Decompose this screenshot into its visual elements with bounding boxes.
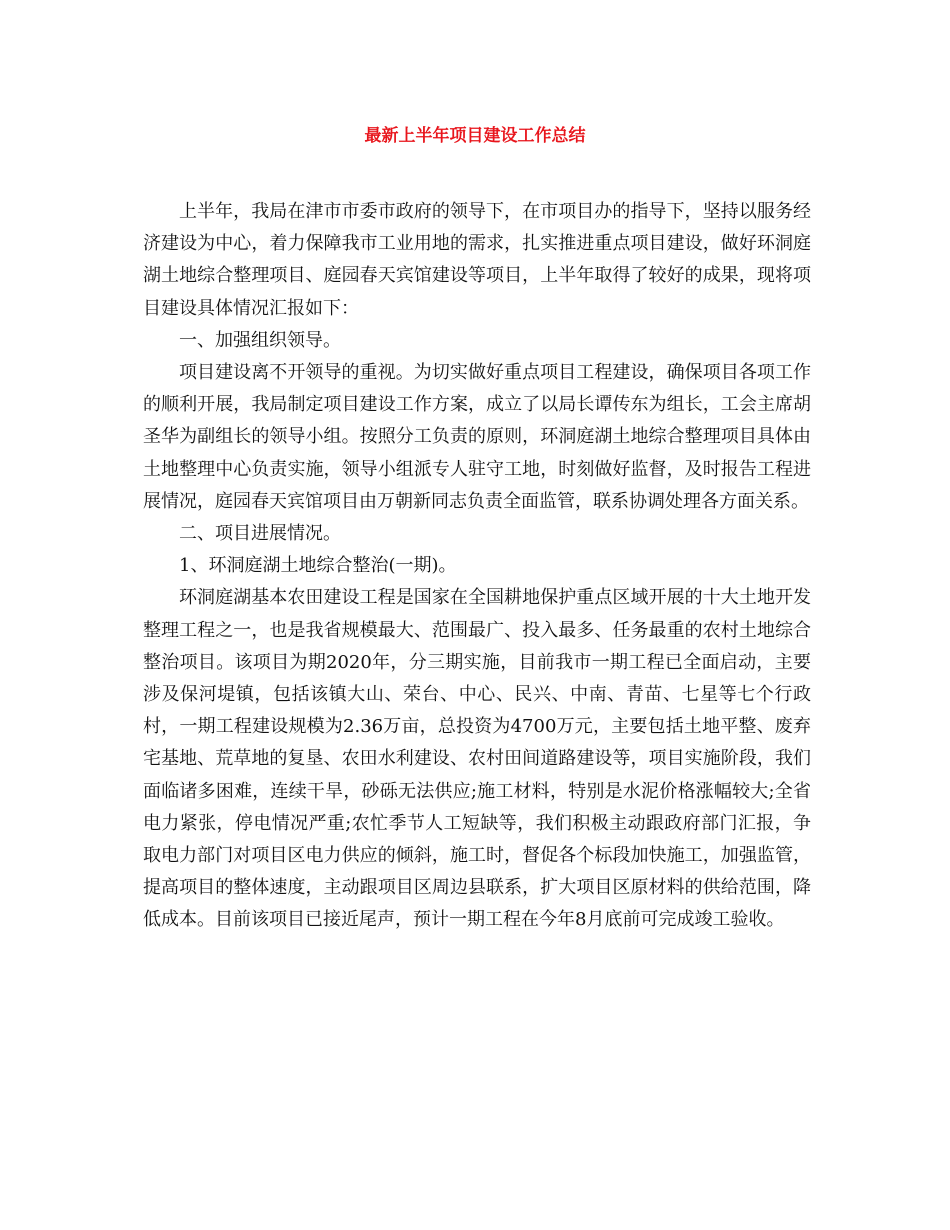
leadership-paragraph: 项目建设离不开领导的重视。为切实做好重点项目工程建设，确保项目各项工作的顺利开展，我局制定项目建设工作方案，成立了以局长谭传东为组长，工会主席胡圣华为副组长的领导小组。按照分工负责的原则，环洞庭湖土地综合整理项目具体由土地整理中心负责实施，领导小组派专人驻守工地，时刻做好监督，及时报告工程进展情况，庭园春天宾馆项目由万朝新同志负责全面监管，联系协调处理各方面关系。: [143, 362, 811, 512]
section-heading-2: 二、项目进展情况。: [179, 523, 341, 545]
subsection-heading-1: 1、环洞庭湖土地综合整治(一期)。: [179, 555, 457, 577]
intro-paragraph: 上半年，我局在津市市委市政府的领导下，在市项目办的指导下，坚持以服务经济建设为中心，着力保障我市工业用地的需求，扎实推进重点项目建设，做好环洞庭湖土地综合整理项目、庭园春天宾馆建设等项目，上半年取得了较好的成果，现将项目建设具体情况汇报如下：: [143, 201, 811, 319]
project-progress-paragraph: 环洞庭湖基本农田建设工程是国家在全国耕地保护重点区域开展的十大土地开发整理工程之一，也是我省规模最大、范围最广、投入最多、任务最重的农村土地综合整治项目。该项目为期2020年，分三期实施，目前我市一期工程已全面启动，主要涉及保河堤镇，包括该镇大山、荣台、中心、民兴、中南、青苗、七星等七个行政村，一期工程建设规模为2.36万亩，总投资为4700万元，主要包括土地平整、废弃宅基地、荒草地的复垦、农田水利建设、农村田间道路建设等，项目实施阶段，我们面临诸多困难，连续干旱，砂砾无法供应;施工材料，特别是水泥价格涨幅较大;全省电力紧张，停电情况严重;农忙季节人工短缺等，我们积极主动跟政府部门汇报，争取电力部门对项目区电力供应的倾斜，施工时，督促各个标段加快施工，加强监管，提高项目的整体速度，主动跟项目区周边县联系，扩大项目区原材料的供给范围，降低成本。目前该项目已接近尾声，预计一期工程在今年8月底前可完成竣工验收。: [143, 587, 812, 931]
document-title: 最新上半年项目建设工作总结: [364, 126, 586, 146]
document-body: [143, 196, 811, 937]
section-heading-1: 一、加强组织领导。: [179, 329, 341, 351]
